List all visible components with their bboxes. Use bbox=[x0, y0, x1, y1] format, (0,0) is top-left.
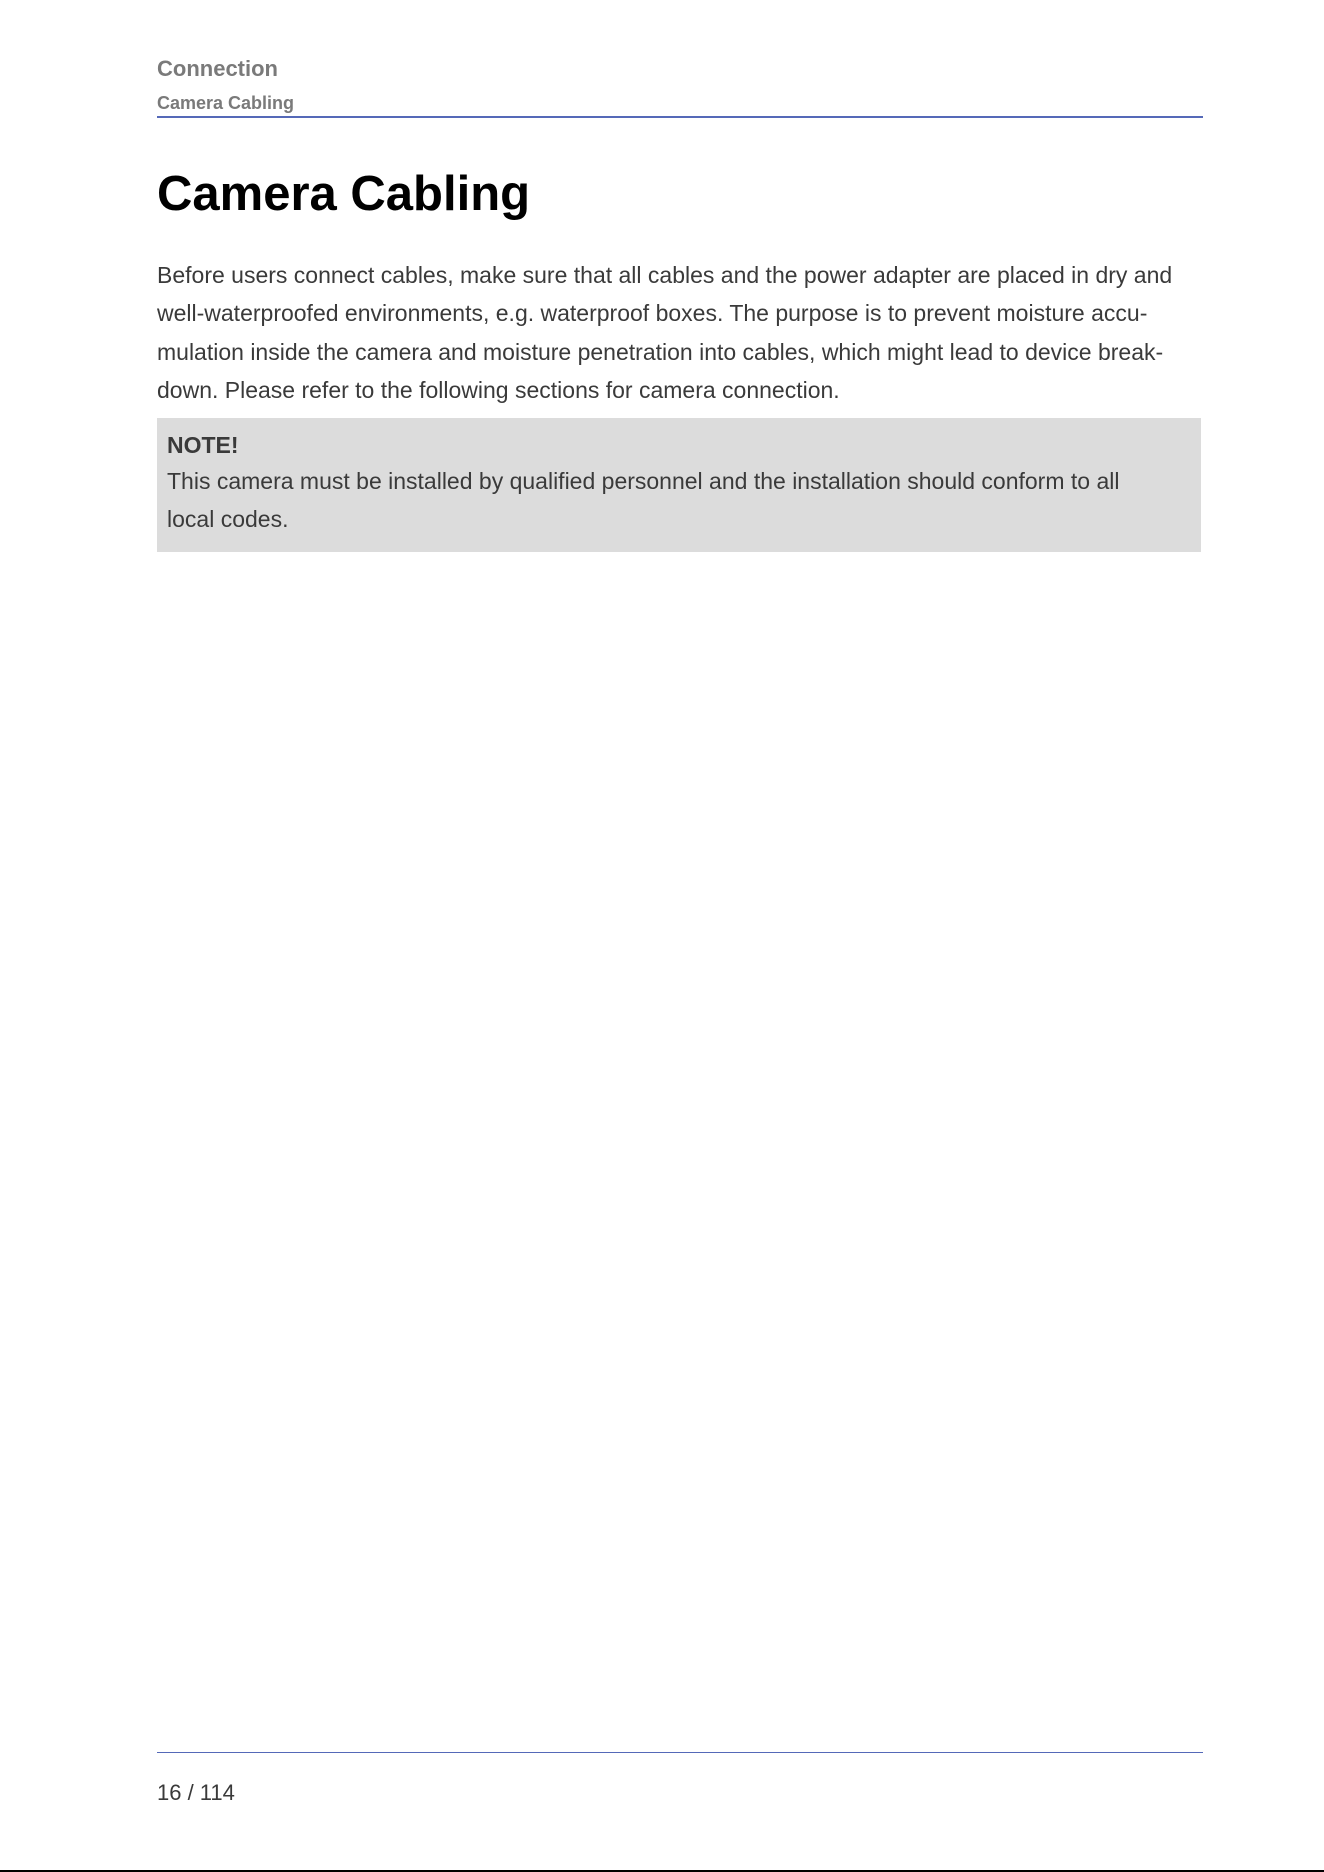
footer-divider bbox=[157, 1752, 1203, 1753]
note-text bbox=[167, 462, 1191, 539]
body-line: mulation inside the camera and moisture penetration into cables, which might lead to device break- bbox=[157, 338, 1164, 365]
header-section-title: Camera Cabling bbox=[157, 93, 295, 113]
page-number: 16 / 114 bbox=[157, 1780, 235, 1805]
body-line: down. Please refer to the following sections for camera connection. bbox=[157, 376, 840, 403]
note-label: NOTE! bbox=[167, 432, 239, 458]
page-title: Camera Cabling bbox=[157, 167, 531, 221]
body-line: Before users connect cables, make sure that all cables and the power adapter are placed in dry and bbox=[157, 262, 1173, 288]
note-box bbox=[157, 418, 1201, 552]
header-chapter-title: Connection bbox=[157, 56, 278, 81]
running-header bbox=[157, 52, 1203, 118]
note-line: local codes. bbox=[167, 506, 289, 533]
note-line: This camera must be installed by qualified personnel and the installation should conform to all bbox=[167, 468, 1120, 494]
body-line: well-waterproofed environments, e.g. waterproof boxes. The purpose is to prevent moisture accu- bbox=[157, 300, 1148, 327]
body-paragraph bbox=[157, 256, 1203, 409]
